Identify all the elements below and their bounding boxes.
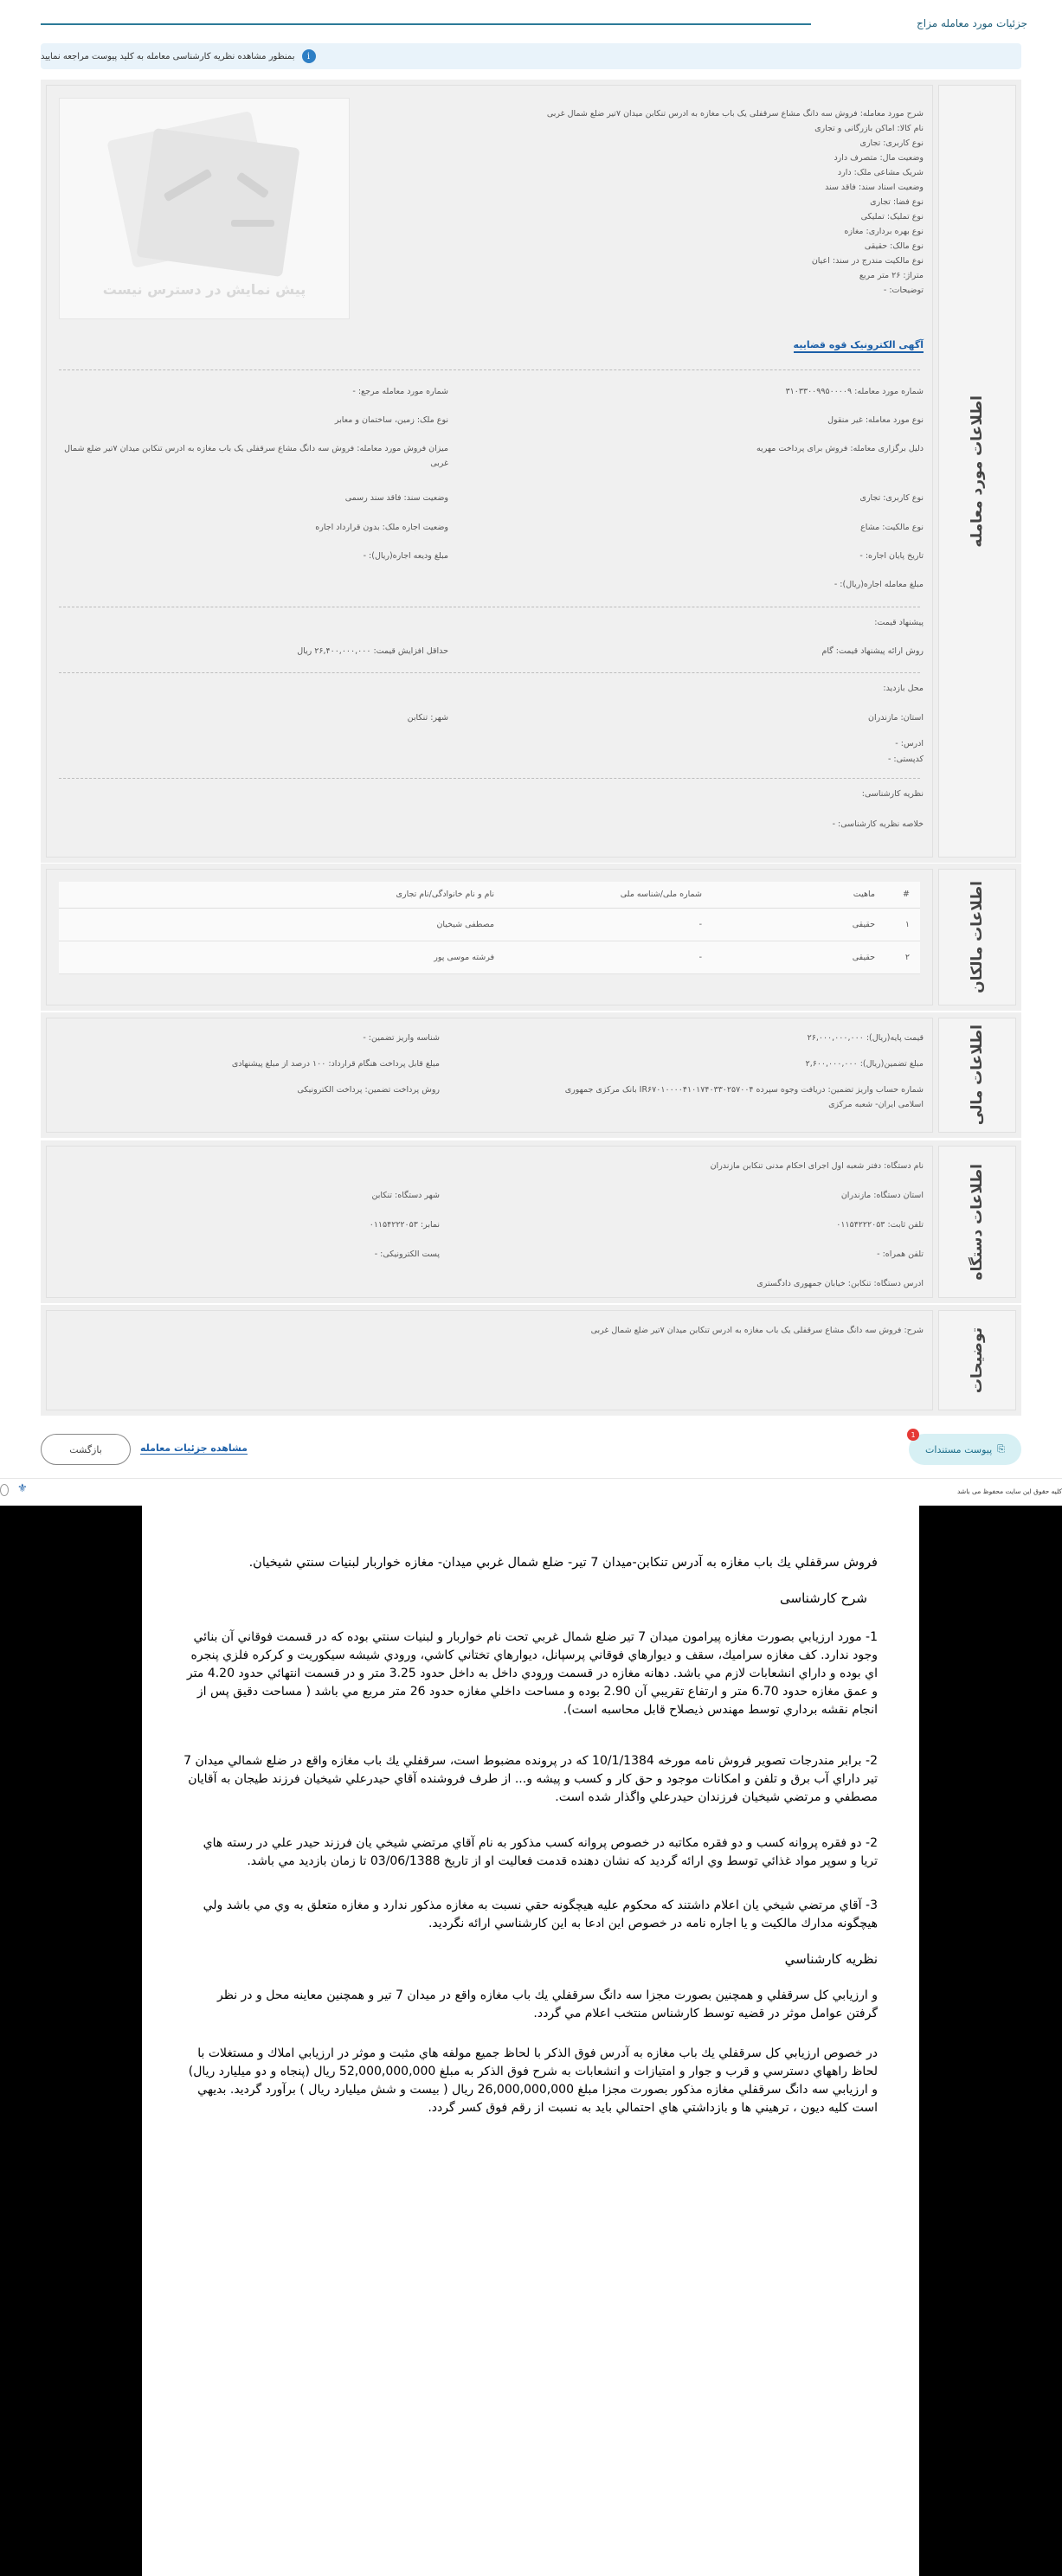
summary-line: وضعیت اسناد سند: فاقد سند — [825, 183, 924, 192]
owners-table — [59, 882, 920, 974]
row-index: ۲ — [885, 941, 920, 973]
summary-line: توضیحات: - — [883, 286, 924, 295]
title-divider — [41, 23, 811, 25]
visit-province: استان: مازندران — [868, 713, 924, 723]
doc-paragraph: 2- دو فقره پروانه كسب و دو فقره مكاتبه در خصوص پروانه كسب مذكور به نام آقاي مرتضي شيخي يان فرزند حيدر علي در رسته هاي تريا و سوپر مواد غذائي توسط وي ارائه گرديد كه نشان دهنده قدمت فعاليت او از تاريخ 03/06/1388 تا زمان بازديد مي باشد. — [203, 1836, 878, 1868]
office-email: پست الکترونیکی: - — [374, 1249, 440, 1259]
row-type: حقیقی — [712, 941, 885, 973]
summary-line: وضعیت مال: متصرف دارد — [834, 153, 924, 163]
doc-paragraph: در خصوص ارزيابي كل سرقفلي يك باب مغازه به آدرس فوق الذكر با لحاظ جميع مولفه هاي مثبت و موثر در ارزيابي املاك و مستغلات با لحاظ راههاي دسترسي و قرب و جوار و امتيازات و انشعابات به شرح فوق الذكر به مبلغ 52,000,000,000 ريال (پنجاه و دو ميليارد ريال) و ارزيابي سه دانگ سرقفلي مغازه مذكور بصورت مجزا مبلغ 26,000,000,000 ريال ( بيست و شش ميليارد ريال ) برآورد گرديد. بديهي است كليه ديون ، ترهيني ها و بازداشتي هاي احتمالي بايد به نسبت از رقم فوق كسر گردد. — [188, 2046, 878, 2115]
info-banner-text: بمنظور مشاهده نظریه کارشناسی معامله به کلید پیوست مراجعه نمایید — [41, 51, 295, 61]
back-button[interactable]: بازگشت — [41, 1434, 131, 1465]
seal-icon — [0, 1484, 9, 1496]
visit-address: ادرس: - — [895, 739, 924, 748]
row-name: فرشته موسی پور — [59, 941, 505, 973]
summary-line: نوع فضا: تجاری — [870, 197, 924, 207]
offer-min-increase: حداقل افزایش قیمت: ۲۶,۴۰۰,۰۰۰,۰۰۰ ریال — [297, 646, 448, 656]
document-viewer — [0, 1506, 1062, 2576]
judiciary-notice-link[interactable]: آگهی الکترونیک قوه قضاییه — [794, 339, 924, 353]
deal-number: شماره مورد معامله: ۳۱۰۳۳۰۰۹۹۵۰۰۰۰۹ — [785, 387, 924, 396]
doc-paragraph: و ارزيابي كل سرقفلي و همچنين بصورت مجزا سه دانگ سرقفلي يك باب مغازه واقع در ميدان 7 تير و همچنين معاينه محل و در نظر گرفتن عوامل موثر در قضيه توسط كارشناس منتخب اعلام مي گردد. — [216, 1988, 878, 2020]
page-title: جزئیات مورد معامله مزاج — [917, 17, 1027, 29]
deal-usage: نوع کاربری: تجاری — [859, 493, 924, 503]
col-national-id: شماره ملی/شناسه ملی — [505, 882, 712, 908]
reference-deal-number: شماره مورد معامله مرجع: - — [352, 387, 448, 396]
section-description-label: توضیحات — [938, 1310, 1016, 1410]
summary-line: نوع کاربری: تجاری — [859, 138, 924, 148]
preview-unavailable-text: پیش نمایش در دسترس نیست — [102, 281, 306, 298]
guarantee-pay-method: روش پرداخت تضمین: پرداخت الکترونیکی — [297, 1085, 440, 1095]
table-row — [59, 908, 920, 941]
preview-image — [59, 98, 350, 319]
doc-title-line: فروش سرقفلي يك باب مغازه به آدرس تنكابن-ميدان 7 تير- ضلع شمال غربي ميدان- مغازه خواربار لبنيات سنتي شيخيان. — [248, 1556, 878, 1570]
office-phone: تلفن ثابت: ۰۱۱۵۴۲۲۲۰۵۳ — [836, 1220, 924, 1230]
contract-payment: مبلغ قابل پرداخت هنگام قرارداد: ۱۰۰ درصد از مبلغ پیشنهادی — [231, 1059, 440, 1069]
doc-paragraph: 1- مورد ارزيابي بصورت مغازه پيرامون ميدان 7 تير ضلع شمال غربي تحت نام خواربار و لبنيات سنتي بوده كه در قسمت فوقاني آن بنائي وجود ندارد. كف مغازه سراميك، سقف و ديوارهاي فوقاني پرسپانل، ديوارهاي تختاني كاشي، ورودي شيشه سيكوريت و كركره فلزي پنجره اي بوده و داراي انشعابات لازم مي باشد. دهانه مغازه در قسمت ورودي داخل به داخل حدود 3.25 متر و در قسمت انتهائي حدود 4.20 متر و عمق مغازه حدود 6.70 متر و ارتفاع تقريبي آن 2.90 بوده و مساحت داخلي مغازه حدود 26 متر مربع مي باشد ( مساحت دقيق پس از انجام نقشه برداري توسط مهندس ذيصلاح قابل محاسبه است). — [186, 1630, 878, 1717]
description-text: شرح: فروش سه دانگ مشاع سرقفلی یک باب مغازه به ادرس تنکابن میدان ۷تیر ضلع شمال غربی — [590, 1326, 924, 1335]
visit-city: شهر: تنکابن — [407, 713, 448, 723]
summary-line: نام کالا: اماکن بازرگانی و تجاری — [814, 124, 924, 133]
row-national-id: - — [505, 908, 712, 941]
footer-actions — [41, 1432, 1021, 1467]
section-office-body — [46, 1146, 933, 1298]
section-owners-body — [46, 869, 933, 1005]
offer-section-title: پیشنهاد قیمت: — [874, 618, 924, 627]
col-index: # — [885, 882, 920, 908]
divider — [59, 369, 920, 370]
row-index: ۱ — [885, 908, 920, 941]
section-finance-body — [46, 1018, 933, 1133]
office-mobile: تلفن همراه: - — [877, 1249, 924, 1259]
summary-line: نوع مالکیت مندرج در سند: اعیان — [811, 256, 924, 266]
doc-paragraph: 2- برابر مندرجات تصوير فروش نامه مورخه 10/1/1384 كه در پرونده مضبوط است، سرقفلي يك باب مغازه واقع در ضلع شمالي ميدان 7 تير داراي آب برق و تلفن و امكانات موجود و حق كار و كسب و پيشه و... از طرف فروشنده آقاي حيدرعلي شيخيان فرزند طيجان به آقايان مصطفي و مرتضي شيخيان فرزندان حيدرعلي واگذار شده است. — [183, 1754, 878, 1804]
offer-method: روش ارائه پیشنهاد قیمت: گام — [821, 646, 924, 656]
office-address: ادرس دستگاه: تنکابن: خیابان جمهوری دادگستری — [756, 1279, 924, 1288]
deed-status: وضعیت سند: فاقد سند رسمی — [344, 493, 448, 503]
summary-line: نوع بهره برداری: مغازه — [844, 227, 924, 236]
deal-type: نوع مورد معامله: غیر منقول — [827, 415, 924, 425]
section-office — [41, 1140, 1021, 1303]
doc-paragraph: 3- آقاي مرتضي شيخي يان اعلام داشتند كه محكوم عليه هيچگونه حقي نسبت به مغازه مذكور ندارد و مغازه متعلق به وي مي باشد ولي هيچگونه مدارك مالكيت و يا اجاره نامه در خصوص اين ادعا به اين كارشناسي ارائه نگرديد. — [203, 1898, 878, 1930]
info-icon: i — [302, 49, 316, 63]
summary-line: نوع تملیک: تملیکی — [860, 212, 924, 222]
divider — [59, 672, 920, 673]
row-type: حقیقی — [712, 908, 885, 941]
deal-reason: دلیل برگزاری معامله: فروش برای پرداخت مهریه — [756, 444, 924, 453]
office-fax: نمابر: ۰۱۱۵۴۲۲۲۰۵۳ — [369, 1220, 440, 1230]
info-banner — [41, 43, 1021, 69]
expert-section-title: نظریه کارشناسی: — [861, 789, 924, 799]
divider — [59, 778, 920, 779]
row-name: مصطفی شیخیان — [59, 908, 505, 941]
attachments-button[interactable] — [909, 1434, 1021, 1465]
lease-deposit: مبلغ ودیعه اجاره(ریال): - — [363, 551, 448, 561]
copyright-text: کلیه حقوق این سایت محفوظ می باشد — [957, 1487, 1062, 1495]
owners-table-header — [59, 882, 920, 908]
visit-section-title: محل بازدید: — [883, 684, 924, 693]
section-finance-label: اطلاعات مالی — [938, 1018, 1016, 1133]
section-deal-info — [41, 80, 1021, 863]
lease-amount: مبلغ معامله اجاره(ریال): - — [834, 580, 924, 589]
deal-ownership: نوع مالکیت: مشاع — [860, 523, 924, 532]
summary-line: شریک مشاعی ملک: دارد — [837, 168, 924, 177]
table-row — [59, 941, 920, 973]
section-owners-label: اطلاعات مالکان — [938, 869, 1016, 1005]
guarantee-amount: مبلغ تضمین(ریال): ۲,۶۰۰,۰۰۰,۰۰۰ — [805, 1059, 924, 1069]
summary-line: متراژ: ۲۶ متر مربع — [859, 271, 924, 280]
summary-line: شرح مورد معامله: فروش سه دانگ مشاع سرقفلی یک باب مغازه به ادرس تنکابن میدان ۷تیر ضلع شمال غربی — [546, 109, 924, 119]
notice-link-wrap[interactable] — [794, 335, 924, 351]
section-deal-body — [46, 85, 933, 858]
row-national-id: - — [505, 941, 712, 973]
office-province: استان دستگاه: مازندران — [840, 1191, 924, 1200]
doc-heading-opinion: نظريه كارشناسي — [784, 1951, 878, 1967]
section-finance — [41, 1012, 1021, 1138]
emblem-icon: ⚜ — [17, 1482, 28, 1495]
paperclip-icon: ⎘ — [997, 1443, 1005, 1455]
deposit-id: شناسه واریز تضمین: - — [363, 1033, 440, 1043]
section-office-label: اطلاعات دستگاه — [938, 1146, 1016, 1298]
attachments-label: پیوست مستندات — [925, 1443, 993, 1455]
sale-amount-description: میزان فروش مورد معامله: فروش سه دانگ مشاع سرقفلی یک باب مغازه به ادرس تنکابن میدان ۷تیر ضلع شمال غربی — [64, 444, 448, 468]
visit-postal-code: کدپستی: - — [887, 755, 924, 764]
section-deal-label: اطلاعات مورد معامله — [938, 85, 1016, 858]
deal-summary-list — [525, 106, 924, 298]
lease-status: وضعیت اجاره ملک: بدون قرارداد اجاره — [315, 523, 448, 532]
col-name: نام و نام خانوادگی/نام تجاری — [59, 882, 505, 908]
base-price: قیمت پایه(ریال): ۲۶,۰۰۰,۰۰۰,۰۰۰ — [807, 1033, 924, 1043]
doc-heading-description: شرح کارشناسی — [780, 1590, 867, 1606]
property-type: نوع ملک: زمین، ساختمان و معابر — [334, 415, 448, 425]
lease-end-date: تاریخ پایان اجاره: - — [859, 551, 924, 561]
office-city: شهر دستگاه: تنکابن — [371, 1191, 440, 1200]
section-description-body — [46, 1310, 933, 1410]
col-type: ماهیت — [712, 882, 885, 908]
expert-summary: خلاصه نظریه کارشناسی: - — [832, 819, 924, 829]
summary-line: نوع مالک: حقیقی — [864, 241, 924, 251]
guarantee-account: شماره حساب واریز تضمین: دریافت وجوه سپرده IR۶۷۰۱۰۰۰۰۴۱۰۱۷۴۰۳۳۰۲۵۷۰۰۴ بانک مرکزی جمهوری اسلامی ایران- شعبه مرکزی — [564, 1085, 924, 1109]
document-page — [142, 1506, 919, 2576]
attachments-count-badge: 1 — [907, 1429, 919, 1441]
view-deal-details-link[interactable]: مشاهده جزئیات معامله — [140, 1442, 248, 1454]
site-footer — [0, 1478, 1062, 1504]
section-owners — [41, 864, 1021, 1011]
section-description — [41, 1305, 1021, 1416]
office-name: نام دستگاه: دفتر شعبه اول اجرای احکام مدنی تنکابن مازندران — [710, 1161, 924, 1171]
